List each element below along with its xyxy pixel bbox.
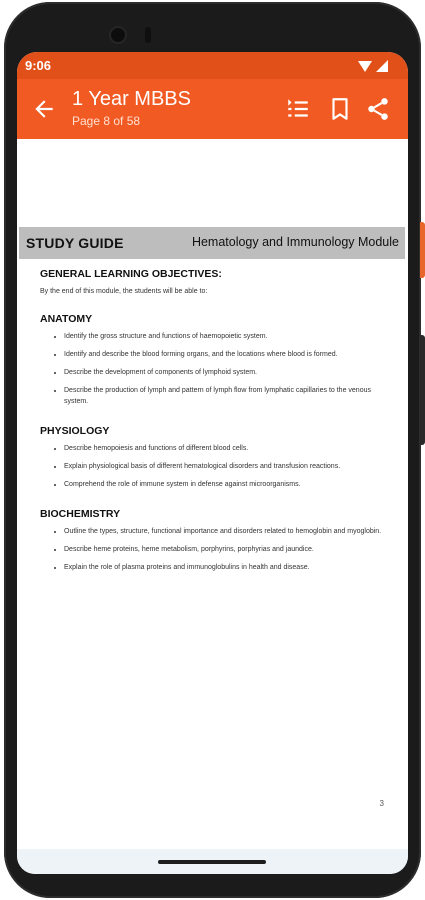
status-bar (17, 52, 408, 79)
module-name: Hematology and Immunology Module (191, 235, 399, 249)
wifi-icon (358, 61, 372, 72)
page-title: 1 Year MBBS (72, 88, 191, 110)
list-item: • Explain physiological basis of different hematological disorders and transfusion reactions. (64, 461, 392, 472)
table-of-contents-icon[interactable] (285, 96, 311, 122)
anatomy-list (40, 331, 392, 407)
list-item: • Describe the development of components of lymphoid system. (64, 367, 392, 378)
list-item: • Describe the production of lymph and pattern of lymph flow from lymphatic capillaries to the venous system. (64, 385, 392, 407)
volume-button (420, 335, 425, 445)
pdf-page[interactable] (17, 139, 408, 849)
earpiece (145, 27, 151, 43)
share-icon[interactable] (365, 96, 391, 122)
objectives-intro: By the end of this module, the students will be able to: (40, 288, 208, 295)
page-counter: Page 8 of 58 (72, 114, 141, 128)
signal-icon (376, 60, 388, 72)
section-heading-biochemistry: BIOCHEMISTRY (40, 508, 121, 520)
navigation-bar (17, 849, 408, 874)
biochemistry-list (40, 526, 392, 573)
power-button (420, 222, 425, 278)
list-item: • Describe hemopoiesis and functions of different blood cells. (64, 443, 392, 454)
list-item: • Identify and describe the blood forming organs, and the locations where blood is formed. (64, 349, 392, 360)
arrow-back-icon[interactable] (31, 96, 57, 122)
status-time: 9:06 (25, 58, 52, 73)
document-body (40, 268, 392, 580)
section-heading-physiology: PHYSIOLOGY (40, 425, 110, 437)
bookmark-icon[interactable] (327, 96, 353, 122)
list-item: • Identify the gross structure and functions of haemopoietic system. (64, 331, 392, 342)
front-camera (111, 28, 125, 42)
list-item: • Comprehend the role of immune system in defense against microorganisms. (64, 479, 392, 490)
objectives-heading: GENERAL LEARNING OBJECTIVES: (40, 268, 222, 280)
screen (17, 52, 408, 874)
section-heading-anatomy: ANATOMY (40, 313, 93, 325)
physiology-list (40, 443, 392, 490)
home-gesture-handle[interactable] (158, 860, 266, 864)
list-item: • Explain the role of plasma proteins and immunoglobulins in health and disease. (64, 562, 392, 573)
list-item: • Describe heme proteins, heme metabolism, porphyrins, porphyrias and jaundice. (64, 544, 392, 555)
list-item: • Outline the types, structure, functional importance and disorders related to hemoglobin and myoglobin. (64, 526, 392, 537)
document-page-number: 3 (379, 799, 384, 808)
app-bar (17, 79, 408, 139)
study-guide-label: STUDY GUIDE (26, 235, 124, 251)
study-guide-header (19, 227, 405, 259)
